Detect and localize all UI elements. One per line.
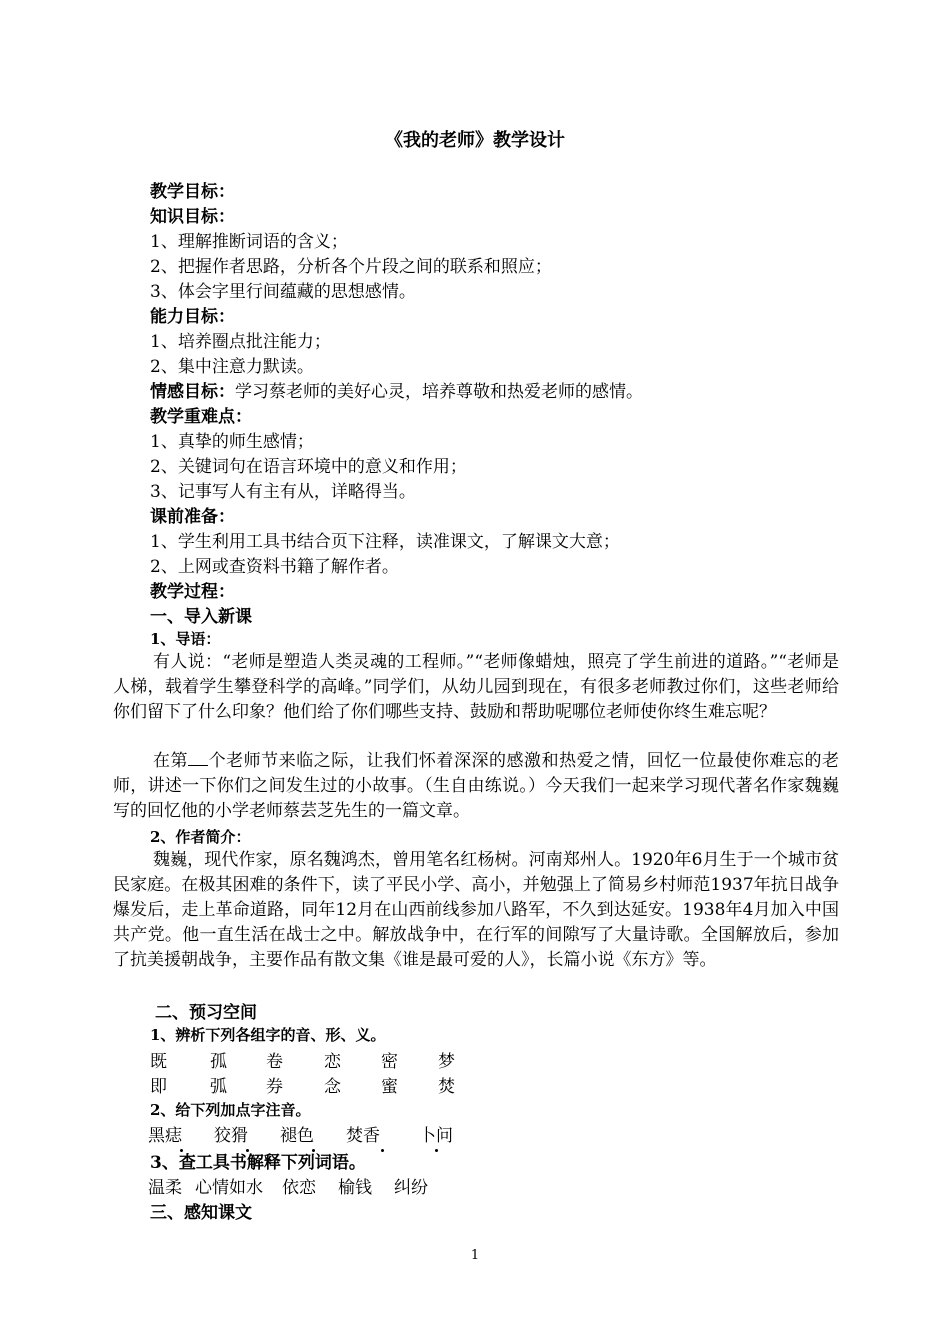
ability-item: 2、集中注意力默读。 <box>150 357 314 377</box>
char: 弧 <box>210 1077 227 1097</box>
emotion-heading: 情感目标： <box>150 382 235 402</box>
prep-heading: 课前准备： <box>150 507 235 527</box>
char: 恋 <box>324 1052 341 1072</box>
word: 温柔 <box>148 1178 182 1198</box>
char: 卷 <box>266 1052 283 1072</box>
intro-paragraph-1: 有人说：“老师是塑造人类灵魂的工程师。”“老师像蜡烛，照亮了学生前进的道路。”“老师是人梯，载着学生攀登科学的高峰。”同学们，从幼儿园到现在，有很多老师教过你们，这些老师给你们留下了什么印象？他们给了你们哪些支持、鼓励和帮助呢哪位老师使你终生难忘呢？ <box>113 652 839 722</box>
char: 即 <box>150 1077 167 1097</box>
goals-heading: 教学目标： <box>150 182 235 202</box>
char: 蜜 <box>381 1077 398 1097</box>
word: 卜问 <box>419 1121 453 1146</box>
word: 焚香 <box>346 1121 419 1146</box>
exercise-3-heading: 3、查工具书解释下列词语。 <box>150 1153 366 1173</box>
ability-item: 1、培养圈点批注能力； <box>150 332 331 352</box>
key-point-item: 1、真挚的师生感情； <box>150 432 314 452</box>
prep-item: 1、学生利用工具书结合页下注释，读准课文，了解课文大意； <box>150 532 620 552</box>
section-1-heading: 一、导入新课 <box>150 607 252 627</box>
word: 褪色 <box>280 1121 346 1146</box>
char: 念 <box>324 1077 341 1097</box>
section-3-heading: 三、感知课文 <box>150 1203 252 1223</box>
intro-paragraph-2: 在第 个老师节来临之际，让我们怀着深深的感激和热爱之情，回忆一位最使你难忘的老师，讲述一下你们之间发生过的小故事。（生自由练说。）今天我们一起来学习现代著名作家魏巍写的回忆他的小学老师蔡芸芝先生的一篇文章。 <box>113 751 840 821</box>
emotion-goal <box>150 377 643 402</box>
page-title: 《我的老师》教学设计 <box>385 130 565 151</box>
fill-blank <box>188 750 208 766</box>
page-number: 1 <box>470 1248 480 1263</box>
author-paragraph: 魏巍，现代作家，原名魏鸿杰，曾用笔名红杨树。河南郑州人。1920年6月生于一个城市贫民家庭。在极其困难的条件下，读了平民小学、高小，并勉强上了简易乡村师范1937年抗日战争爆发后，走上革命道路，同年12月在山西前线参加八路军，不久到达延安。1938年4月加入中国共产党。他一直生活在战士之中。解放战争中，在行军的间隙写了大量诗歌。全国解放后，参加了抗美援朝战争，主要作品有散文集《谁是最可爱的人》，长篇小说《东方》等。 <box>113 850 839 970</box>
prep-item: 2、上网或查资料书籍了解作者。 <box>150 557 399 577</box>
char: 既 <box>150 1052 167 1072</box>
word: 黑痣 <box>148 1121 214 1146</box>
key-point-item: 2、关键词句在语言环境中的意义和作用； <box>150 457 467 477</box>
knowledge-heading: 知识目标： <box>150 207 235 227</box>
char-row-1 <box>150 1047 455 1072</box>
exercise-2-heading: 2、给下列加点字注音。 <box>150 1101 311 1119</box>
word: 纠纷 <box>394 1178 428 1198</box>
char: 梦 <box>438 1052 455 1072</box>
char: 券 <box>266 1077 283 1097</box>
char: 焚 <box>438 1077 455 1097</box>
process-heading: 教学过程： <box>150 582 235 602</box>
word: 榆钱 <box>338 1178 372 1198</box>
word: 心情如水 <box>195 1178 263 1198</box>
key-point-item: 3、记事写人有主有从，详略得当。 <box>150 482 416 502</box>
word: 狡猾 <box>214 1121 280 1146</box>
exercise-1-heading: 1、辨析下列各组字的音、形、义。 <box>150 1026 386 1044</box>
word: 依恋 <box>282 1178 316 1198</box>
section-2-heading: 二、预习空间 <box>155 1003 257 1023</box>
knowledge-item: 1、理解推断词语的含义； <box>150 232 348 252</box>
emotion-text: 学习蔡老师的美好心灵，培养尊敬和热爱老师的感情。 <box>235 382 643 402</box>
ability-heading: 能力目标： <box>150 307 235 327</box>
annotate-words <box>148 1121 453 1146</box>
char: 孤 <box>210 1052 227 1072</box>
intro-heading: 1、导语： <box>150 630 221 648</box>
vocab-words <box>148 1173 428 1198</box>
knowledge-item: 3、体会字里行间蕴藏的思想感情。 <box>150 282 416 302</box>
char-row-2 <box>150 1072 455 1097</box>
key-points-heading: 教学重难点： <box>150 407 252 427</box>
char: 密 <box>381 1052 398 1072</box>
knowledge-item: 2、把握作者思路，分析各个片段之间的联系和照应； <box>150 257 552 277</box>
author-heading: 2、作者简介： <box>150 828 251 846</box>
